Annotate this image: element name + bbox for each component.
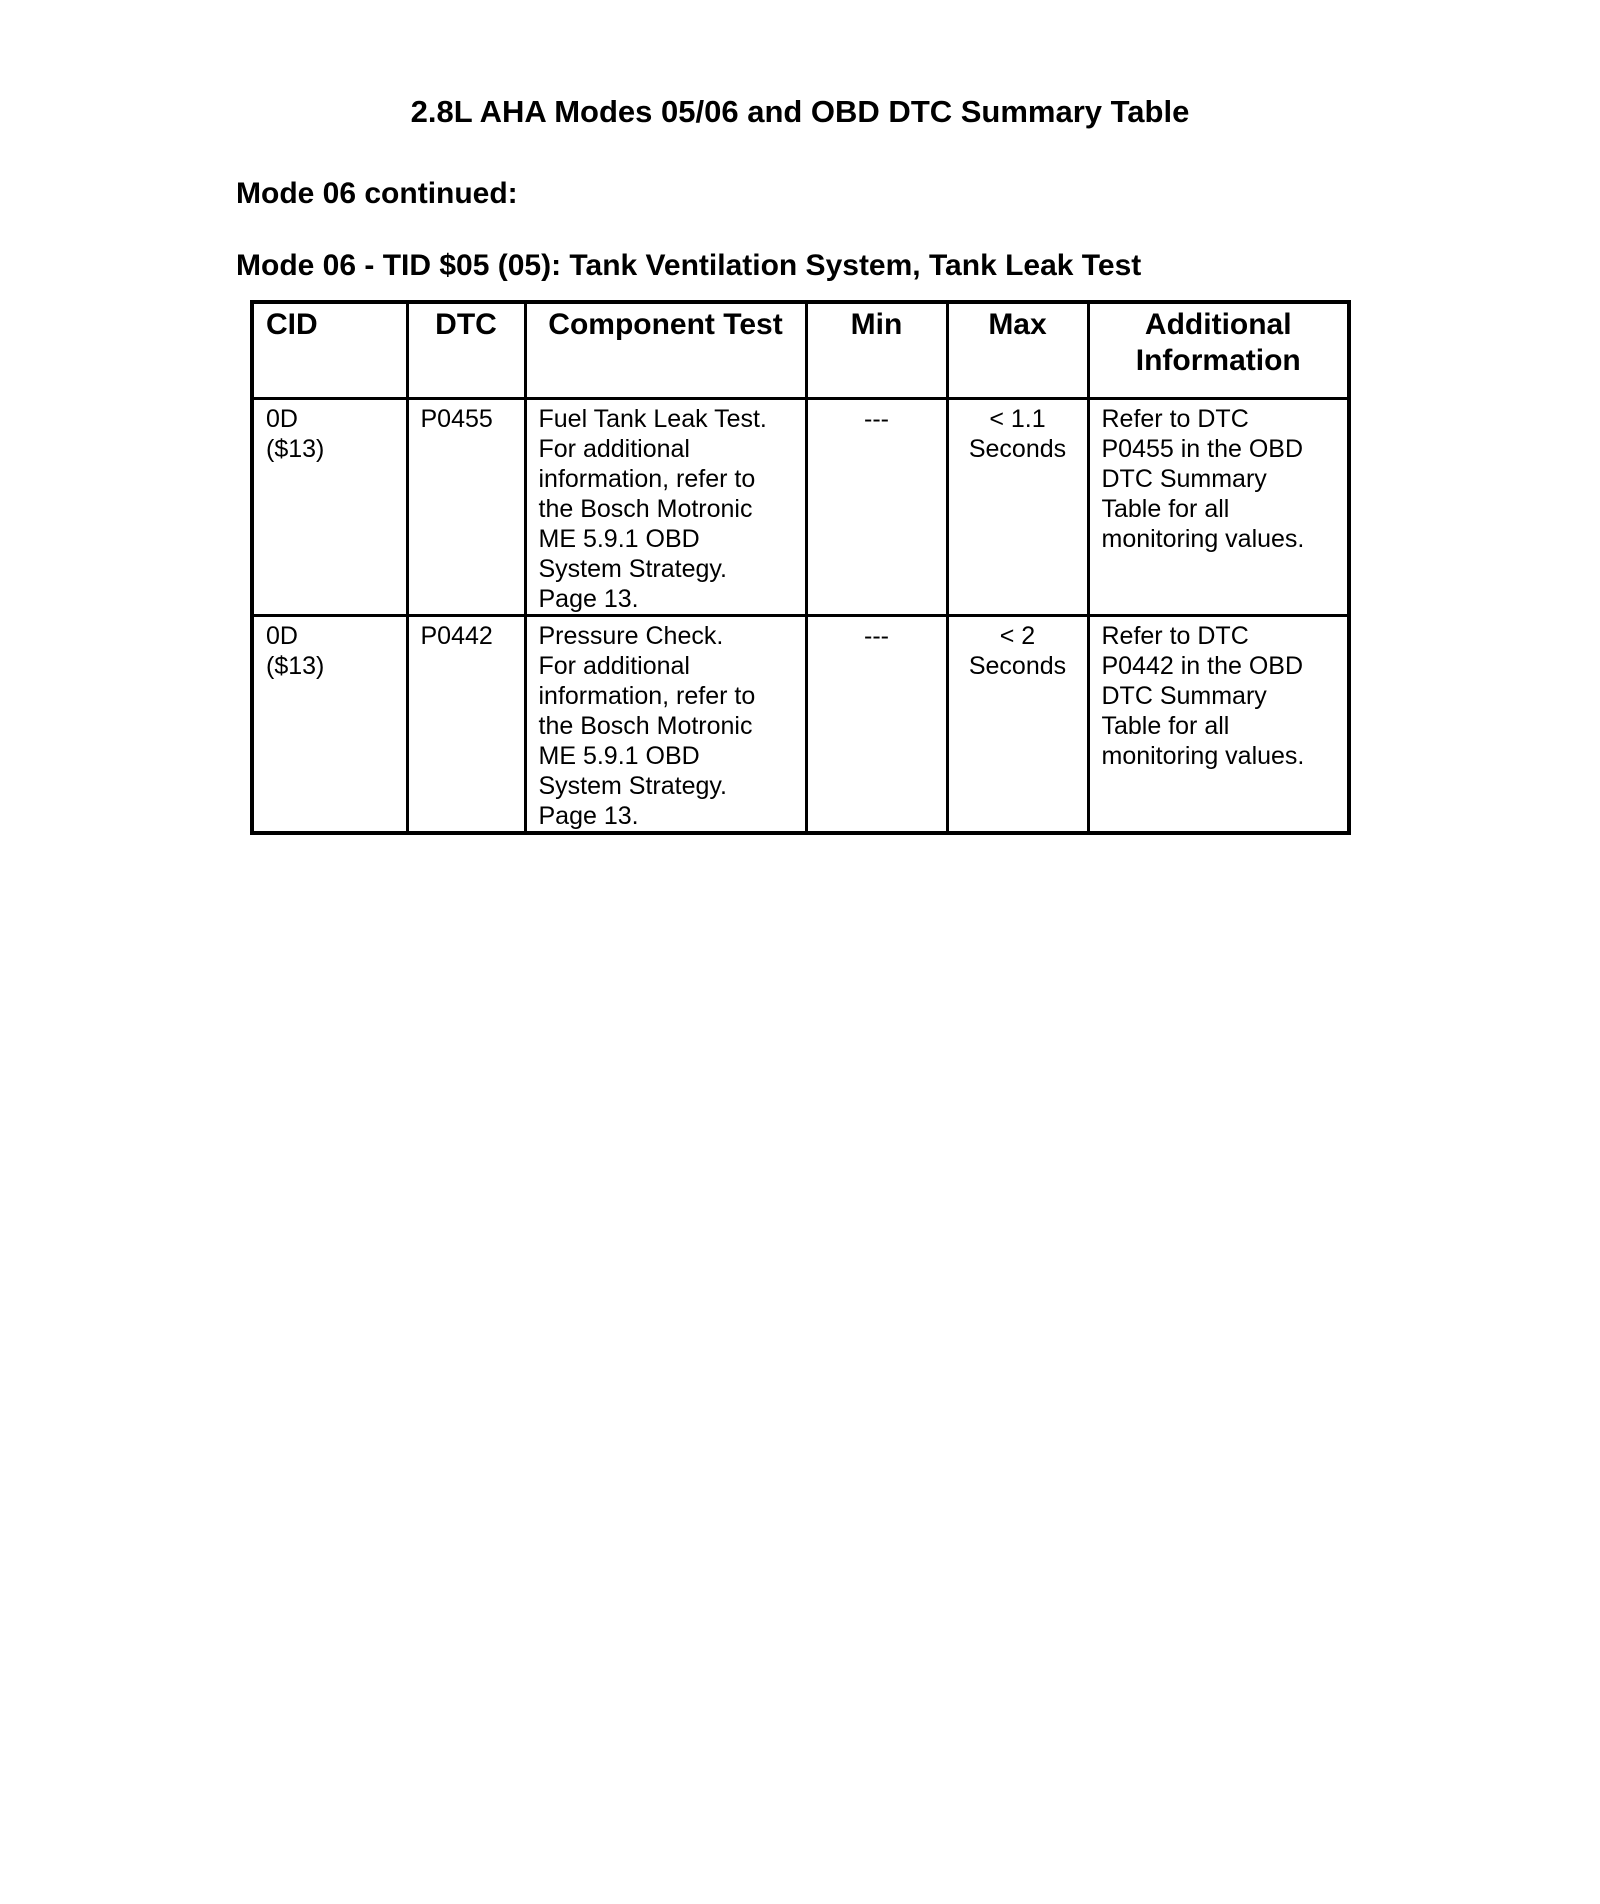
cell-component-test bbox=[525, 616, 806, 834]
cell-line: information, refer to bbox=[538, 682, 756, 710]
cell-dtc: P0442 bbox=[407, 616, 525, 834]
cell-line: Page 13. bbox=[538, 585, 639, 613]
cell-component-test bbox=[525, 399, 806, 616]
cell-line: DTC Summary bbox=[1101, 682, 1267, 710]
cell-line: ME 5.9.1 OBD bbox=[538, 525, 700, 553]
cell-line: Refer to DTC bbox=[1101, 622, 1249, 650]
header-component-test: Component Test bbox=[525, 302, 806, 399]
cell-max bbox=[947, 616, 1088, 834]
header-additional-line1: Additional bbox=[1144, 308, 1292, 341]
cell-cid bbox=[252, 399, 407, 616]
cell-line: ($13) bbox=[266, 435, 325, 463]
cell-line: Page 13. bbox=[538, 802, 639, 830]
cell-line: monitoring values. bbox=[1101, 742, 1305, 770]
cell-line: 0D bbox=[266, 405, 298, 433]
cell-line: Table for all bbox=[1101, 495, 1230, 523]
cell-line: the Bosch Motronic bbox=[538, 712, 753, 740]
cell-min: --- bbox=[806, 399, 947, 616]
cell-line: P0455 in the OBD bbox=[1101, 435, 1304, 463]
cell-line: information, refer to bbox=[538, 465, 756, 493]
cell-line: 0D bbox=[266, 622, 298, 650]
cell-line: Table for all bbox=[1101, 712, 1230, 740]
dtc-summary-table bbox=[250, 300, 1351, 835]
header-max: Max bbox=[947, 302, 1088, 399]
cell-line: < 2 bbox=[999, 622, 1036, 650]
table-heading: Mode 06 - TID $05 (05): Tank Ventilation System, Tank Leak Test bbox=[236, 249, 1142, 282]
cell-dtc: P0455 bbox=[407, 399, 525, 616]
cell-additional-information bbox=[1088, 616, 1349, 834]
cell-line: System Strategy. bbox=[538, 555, 727, 583]
cell-line: < 1.1 bbox=[989, 405, 1046, 433]
cell-line: For additional bbox=[538, 652, 690, 680]
cell-line: ME 5.9.1 OBD bbox=[538, 742, 700, 770]
cell-min: --- bbox=[806, 616, 947, 834]
table-header-row bbox=[252, 302, 1349, 399]
cell-line: Fuel Tank Leak Test. bbox=[538, 405, 767, 433]
cell-line: ($13) bbox=[266, 652, 325, 680]
cell-line: For additional bbox=[538, 435, 690, 463]
header-additional-line2: Information bbox=[1135, 344, 1301, 377]
cell-line: the Bosch Motronic bbox=[538, 495, 753, 523]
cell-additional-information bbox=[1088, 399, 1349, 616]
header-cid: CID bbox=[252, 302, 407, 399]
mode-continued-heading: Mode 06 continued: bbox=[236, 177, 518, 210]
cell-line: Refer to DTC bbox=[1101, 405, 1249, 433]
cell-line: System Strategy. bbox=[538, 772, 727, 800]
header-min: Min bbox=[806, 302, 947, 399]
cell-line: Pressure Check. bbox=[538, 622, 724, 650]
table-row bbox=[252, 616, 1349, 834]
cell-line: monitoring values. bbox=[1101, 525, 1305, 553]
header-additional-information bbox=[1088, 302, 1349, 399]
header-dtc: DTC bbox=[407, 302, 525, 399]
cell-max bbox=[947, 399, 1088, 616]
cell-line: Seconds bbox=[968, 652, 1067, 680]
cell-line: Seconds bbox=[968, 435, 1067, 463]
cell-line: P0442 in the OBD bbox=[1101, 652, 1304, 680]
document-title: 2.8L AHA Modes 05/06 and OBD DTC Summary Table bbox=[410, 94, 1190, 129]
cell-cid bbox=[252, 616, 407, 834]
cell-line: DTC Summary bbox=[1101, 465, 1267, 493]
table-row bbox=[252, 399, 1349, 616]
